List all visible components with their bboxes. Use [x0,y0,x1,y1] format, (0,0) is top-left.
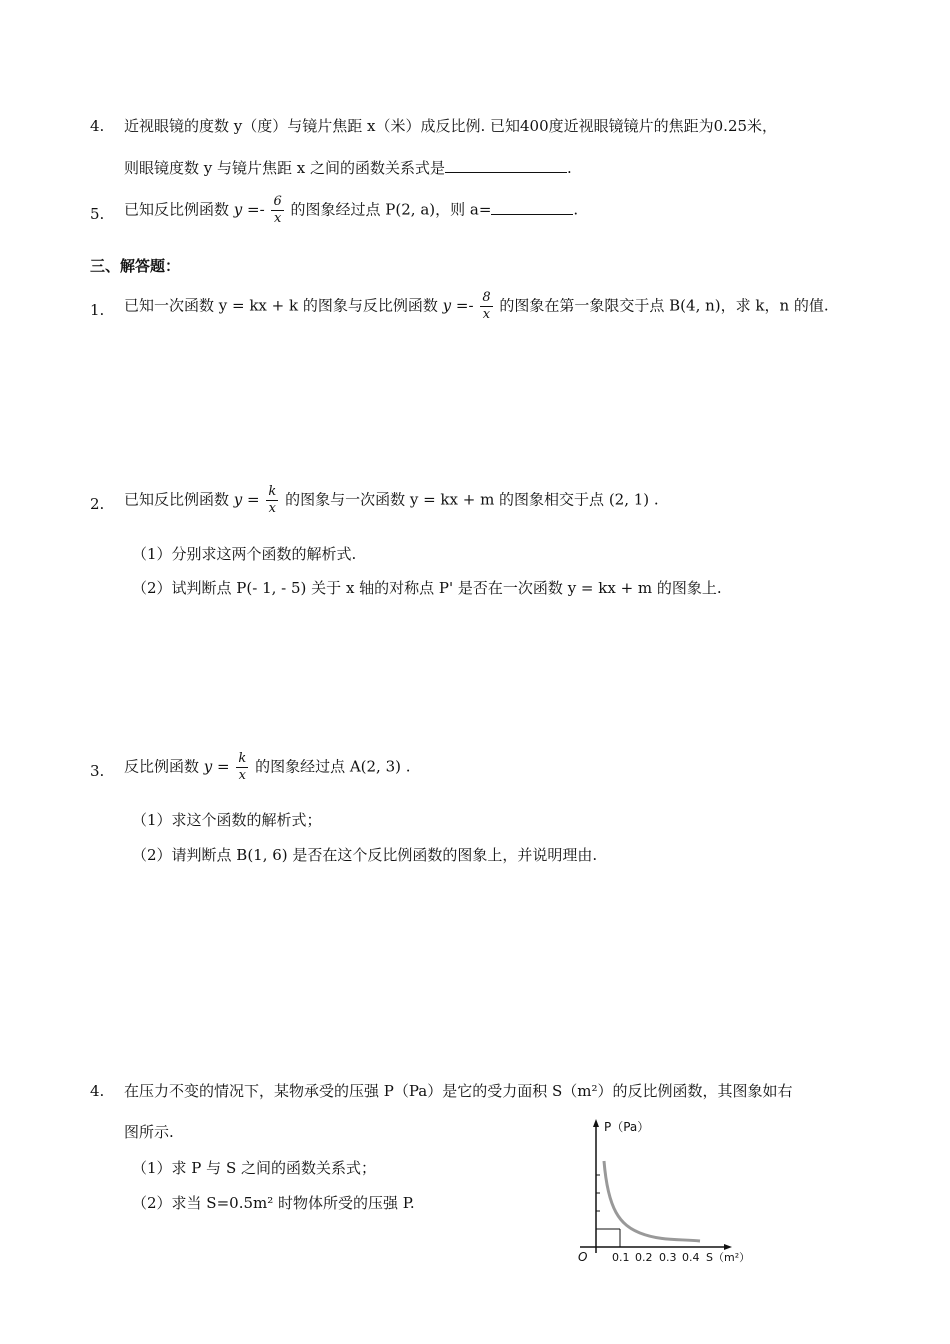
question-text: 的图象与一次函数 y = kx + m 的图象相交于点 (2, 1) . [285,490,659,509]
question-text: 图所示. [124,1123,174,1141]
fraction-denominator: x [482,307,491,322]
question-text: 的图象经过点 A(2, 3) . [255,757,411,776]
equation: y =- [442,296,474,315]
question-number: 4. [90,1082,105,1100]
fraction [266,484,278,517]
section-heading: 三、解答题： [90,257,181,275]
sub-question: （2）试判断点 P(- 1, - 5) 关于 x 轴的对称点 P' 是否在一次函数 y = kx + m 的图象上. [132,579,722,597]
fraction-numerator: k [238,751,247,766]
fraction-denominator: x [273,211,282,226]
sub-question: （1）分别求这两个函数的解析式. [132,545,357,563]
question-text: 已知一次函数 y = kx + k 的图象与反比例函数 [124,296,438,315]
question-number: 5. [90,205,105,223]
pressure-area-graph [560,1115,790,1270]
answer-blank[interactable] [445,158,567,173]
question-text: 的图象经过点 P(2, a)，则 a= [290,200,492,219]
equation: y = [233,490,260,509]
sub-question: （2）请判断点 B(1, 6) 是否在这个反比例函数的图象上，并说明理由. [132,846,598,864]
question-text: 已知反比例函数 [124,200,230,219]
x-tick-label: 0.2 [635,1251,653,1264]
fraction [271,194,283,227]
question-number: 3. [90,762,105,780]
period: . [573,200,579,219]
fraction-numerator: 6 [273,194,282,209]
fraction [480,290,492,323]
sub-question: （1）求 P 与 S 之间的函数关系式； [132,1159,376,1177]
question-number: 2. [90,495,105,513]
question-text: 反比例函数 [124,757,200,776]
y-axis-label: P（Pa） [604,1120,650,1134]
x-tick-label: 0.3 [659,1251,677,1264]
question-text: 已知反比例函数 [124,490,230,509]
question-text: 在压力不变的情况下，某物承受的压强 P（Pa）是它的受力面积 S（m²）的反比例函数，其图象如右 [124,1082,793,1100]
fraction-numerator: 8 [482,290,491,305]
sub-question: （2）求当 S=0.5m² 时物体所受的压强 P. [132,1194,415,1212]
question-text: 近视眼镜的度数 y（度）与镜片焦距 x（米）成反比例. 已知400度近视眼镜镜片的焦距为0.25米， [124,117,778,135]
equation: y =- [233,200,265,219]
fraction-denominator: x [268,501,276,516]
equation: y = [203,757,230,776]
fraction-numerator: k [268,484,277,499]
x-axis-label: S（m²） [706,1251,751,1264]
origin-label: O [578,1250,588,1264]
sub-question: （1）求这个函数的解析式； [132,811,322,829]
answer-blank[interactable] [491,200,573,215]
period: . [567,159,572,177]
x-tick-label: 0.1 [612,1251,630,1264]
question-number: 1. [90,301,105,319]
question-number: 4. [90,117,105,135]
fraction-denominator: x [238,768,246,783]
question-text: 则眼镜度数 y 与镜片焦距 x 之间的函数关系式是 [124,159,446,177]
question-text: 的图象在第一象限交于点 B(4, n)，求 k，n 的值. [499,296,829,315]
x-tick-label: 0.4 [682,1251,700,1264]
fraction [236,751,248,784]
